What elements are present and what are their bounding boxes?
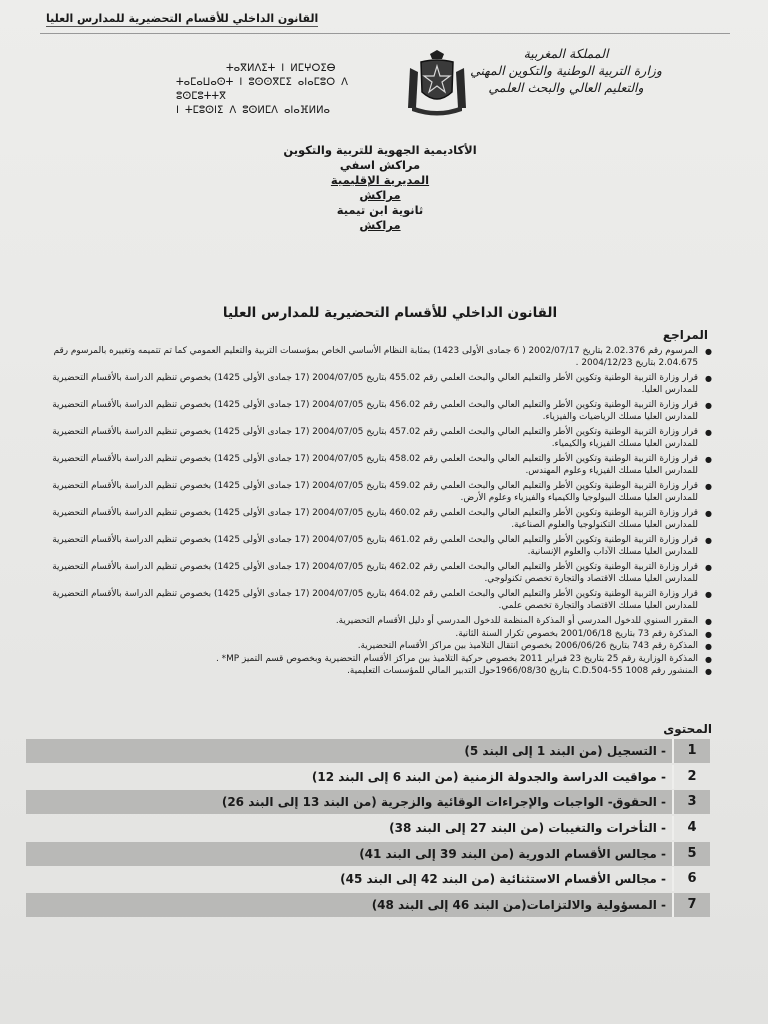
reference-item: ● قرار وزارة التربية الوطنية وتكوين الأطر والتعليم العالي والبحث العلمي رقم 455.02 بتاريخ 2004/07/05 (17 جمادى الأولى 1425) بخصوص تنظيم الدراسة بالأقسام التحضيرية للمدارس العليا. (52, 373, 712, 395)
reference-item: ● قرار وزارة التربية الوطنية وتكوين الأطر والتعليم العالي والبحث العلمي رقم 458.02 بتاريخ 2004/07/05 (17 جمادى الأولى 1425) بخصوص تنظيم الدراسة بالأقسام التحضيرية للمدارس العليا مسلك الفيزياء وعلوم المهندس. (52, 454, 712, 476)
bullet-icon: ● (705, 482, 712, 491)
contents-heading: المحتوى (663, 722, 712, 736)
ministry-header-tifinagh (176, 62, 396, 118)
toc-entry: - الحقوق- الواجبات والإجراءات الوقائية والزجرية (من البند 13 إلى البند 26) (221, 795, 666, 809)
reference-item: ● قرار وزارة التربية الوطنية وتكوين الأطر والتعليم العالي والبحث العلمي رقم 464.02 بتاريخ 2004/07/05 (17 جمادى الأولى 1425) بخصوص تنظيم الدراسة بالأقسام التحضيرية للمدارس العليا مسلك الاقتصاد والتجارة تخصص علمي. (52, 589, 712, 611)
bullet-icon: ● (705, 629, 712, 639)
tifinagh-line2: ⵜⴰⵎⴰⵡⴰⵙⵜ ⵏ ⵓⵙⵙⴳⵎⵉ ⴰⵏⴰⵎⵓⵔ ⴷ ⵓⵙⵎⵓⵜⵜⴳ (176, 77, 348, 102)
toc-entry: - المسؤولية والالتزامات(من البند 46 إلى البند 48) (371, 898, 666, 912)
tifinagh-line1: ⵜⴰⴳⵍⴷⵉⵜ ⵏ ⵍⵎⵖⵔⵉⴱ (226, 63, 336, 74)
document-title: القانون الداخلي للأقسام التحضيرية للمدارس العليا (222, 305, 558, 321)
bullet-icon: ● (705, 654, 712, 664)
reference-item: ● قرار وزارة التربية الوطنية وتكوين الأطر والتعليم العالي والبحث العلمي رقم 456.02 بتاريخ 2004/07/05 (17 جمادى الأولى 1425) بخصوص تنظيم الدراسة بالأقسام التحضيرية للمدارس العليا مسلك الرياضيات والفيزياء. (52, 400, 712, 422)
reference-item: ● قرار وزارة التربية الوطنية وتكوين الأطر والتعليم العالي والبحث العلمي رقم 460.02 بتاريخ 2004/07/05 (17 جمادى الأولى 1425) بخصوص تنظيم الدراسة بالأقسام التحضيرية للمدارس العليا مسلك التكنولوجيا والعلوم الصناعية. (52, 508, 712, 530)
header-rule (40, 33, 730, 34)
reference-item: ● قرار وزارة التربية الوطنية وتكوين الأطر والتعليم العالي والبحث العلمي رقم 461.02 بتاريخ 2004/07/05 (17 جمادى الأولى 1425) بخصوص تنظيم الدراسة بالأقسام التحضيرية للمدارس العليا مسلك الآداب والعلوم الإنسانية. (52, 535, 712, 557)
toc-number: 1 (672, 739, 710, 763)
toc-number: 6 (672, 867, 710, 891)
reference-item: ● قرار وزارة التربية الوطنية وتكوين الأطر والتعليم العالي والبحث العلمي رقم 462.02 بتاريخ 2004/07/05 (17 جمادى الأولى 1425) بخصوص تنظيم الدراسة بالأقسام التحضيرية للمدارس العليا مسلك الاقتصاد والتجارة تخصص تكنولوجي. (52, 562, 712, 584)
toc-entry: - مجالس الأقسام الدورية (من البند 39 إلى البند 41) (359, 847, 666, 861)
bullet-icon: ● (705, 617, 712, 626)
school-name: ثانوية ابن تيمية (336, 203, 424, 217)
moroccan-coat-of-arms-icon (402, 50, 472, 116)
toc-entry: - التأخرات والتغيبات (من البند 27 إلى البند 38) (389, 821, 666, 835)
region-name: مراكش اسفي (339, 158, 421, 172)
reference-item: ● المذكرة الوزارية رقم 25 بتاريخ 23 فبراير 2011 بخصوص حركية التلاميذ بين مراكز الأقسام التحضيرية وبخصوص قسم التميز MP* . (216, 653, 712, 664)
reference-item: ● قرار وزارة التربية الوطنية وتكوين الأطر والتعليم العالي والبحث العلمي رقم 459.02 بتاريخ 2004/07/05 (17 جمادى الأولى 1425) بخصوص تنظيم الدراسة بالأقسام التحضيرية للمدارس العليا مسلك البيولوجيا والكيمياء والفيزياء وعلوم الأرض. (52, 481, 712, 503)
bullet-icon: ● (705, 536, 712, 545)
toc-entry: - مواقيت الدراسة والجدولة الزمنية (من البند 6 إلى البند 12) (311, 770, 666, 784)
reference-item: ● المذكرة رقم 743 بتاريخ 2006/06/26 بخصوص انتقال التلاميذ بين مراكز الأقسام التحضيرية. (357, 641, 712, 651)
toc-row (26, 842, 710, 866)
kingdom-name: المملكة المغربية (523, 46, 609, 61)
directorate-city: مراكش (359, 188, 401, 202)
ministry-name-line1: وزارة التربية الوطنية والتكوين المهني (470, 63, 662, 78)
toc-number: 7 (672, 893, 710, 917)
toc-row (26, 790, 710, 814)
bullet-icon: ● (705, 401, 712, 410)
institution-block (270, 143, 490, 233)
toc-row (26, 739, 710, 763)
references-heading: المراجع (662, 328, 708, 342)
bullet-icon: ● (705, 428, 712, 437)
ministry-name-line2: والتعليم العالي والبحث العلمي (488, 80, 644, 95)
ministry-header-arabic (456, 45, 676, 96)
running-header: القانون الداخلي للأقسام التحضيرية للمدارس العليا (46, 12, 319, 25)
reference-item: ● المقرر السنوي للدخول المدرسي أو المذكرة المنظمة للدخول المدرسي أو دليل الأقسام التحضيرية. (335, 616, 712, 626)
toc-row (26, 867, 710, 891)
toc-number: 3 (672, 790, 710, 814)
reference-item: ● المذكرة رقم 73 بتاريخ 2001/06/18 بخصوص تكرار السنة الثانية. (455, 628, 712, 639)
toc-row (26, 765, 710, 789)
bullet-icon: ● (705, 374, 712, 383)
bullet-icon: ● (705, 455, 712, 464)
toc-number: 4 (672, 816, 710, 840)
reference-item: ● المنشور رقم C.D.504-55 1008 بتاريخ 1966/08/30حول التدبير المالي للمؤسسات التعليمية. (347, 666, 712, 676)
school-city: مراكش (359, 218, 401, 232)
toc-number: 2 (672, 765, 710, 789)
toc-row (26, 816, 710, 840)
bullet-icon: ● (705, 347, 712, 356)
bullet-icon: ● (705, 563, 712, 572)
references-list (52, 346, 712, 679)
toc-entry: - مجالس الأقسام الاستثنائية (من البند 42 إلى البند 45) (340, 872, 666, 886)
toc-entry: - التسجيل (من البند 1 إلى البند 5) (464, 744, 666, 758)
bullet-icon: ● (705, 642, 712, 651)
reference-item: ● المرسوم رقم 2.02.376 بتاريخ 2002/07/17 ( 6 جمادى الأولى 1423) بمثابة النظام الأساسي الخاص بمؤسسات التربية والتعليم العمومي كما تم تتميمه وتغييره بالمرسوم رقم 2.04.675 بتاريخ 2004/12/23 . (53, 346, 712, 368)
reference-item: ● قرار وزارة التربية الوطنية وتكوين الأطر والتعليم العالي والبحث العلمي رقم 457.02 بتاريخ 2004/07/05 (17 جمادى الأولى 1425) بخصوص تنظيم الدراسة بالأقسام التحضيرية للمدارس العليا مسلك الفيزياء والكيمياء. (52, 427, 712, 449)
toc-number: 5 (672, 842, 710, 866)
bullet-icon: ● (705, 590, 712, 599)
bullet-icon: ● (705, 509, 712, 518)
academy-name: الأكاديمية الجهوية للتربية والتكوين (283, 143, 477, 157)
tifinagh-line3: ⵏ ⵜⵎⵓⵙⵏⵉ ⴷ ⵓⵙⵍⵎⴷ ⴰⵏⴰⴼⵍⵍⴰ (176, 105, 331, 116)
bullet-icon: ● (705, 667, 712, 676)
directorate-name: المديرية الإقليمية (330, 173, 430, 187)
toc-row (26, 893, 710, 917)
